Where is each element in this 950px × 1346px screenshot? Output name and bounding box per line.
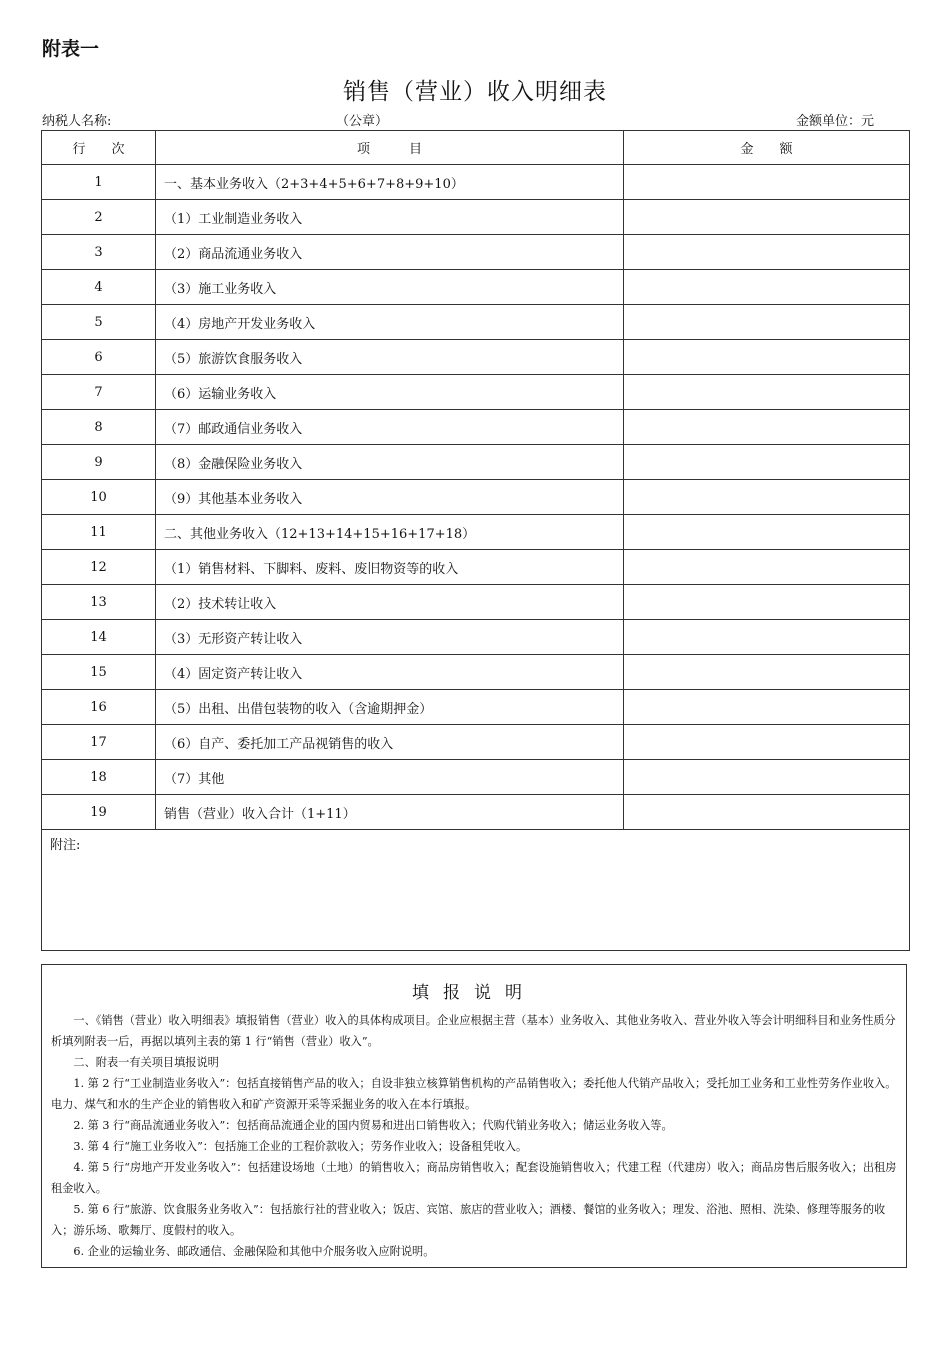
row-amount-cell[interactable] — [624, 340, 910, 375]
header-amount: 金 额 — [624, 131, 910, 165]
seal-label: （公章） — [336, 114, 389, 129]
row-number: 11 — [42, 515, 156, 550]
row-item: （2）商品流通业务收入 — [156, 235, 624, 270]
table-row — [42, 655, 910, 690]
row-item: （9）其他基本业务收入 — [156, 480, 624, 515]
row-number: 3 — [42, 235, 156, 270]
table-header-row — [42, 131, 910, 165]
row-item: （8）金融保险业务收入 — [156, 445, 624, 480]
instruction-paragraph: 4. 第 5 行“房地产开发业务收入”：包括建设场地（土地）的销售收入；商品房销售收入；配套设施销售收入；代建工程（代建房）收入；商品房售后服务收入；出租房租金收入。 — [51, 1161, 897, 1195]
row-amount-cell[interactable] — [624, 585, 910, 620]
row-number: 17 — [42, 725, 156, 760]
row-item: （3）施工业务收入 — [156, 270, 624, 305]
row-item: （3）无形资产转让收入 — [156, 620, 624, 655]
table-row — [42, 445, 910, 480]
table-row — [42, 585, 910, 620]
row-amount-cell[interactable] — [624, 690, 910, 725]
row-amount-cell[interactable] — [624, 655, 910, 690]
instruction-paragraph: 一、《销售（营业）收入明细表》填报销售（营业）收入的具体构成项目。企业应根据主营（基本）业务收入、其他业务收入、营业外收入等会计明细科目和业务性质分析填列附表一后，再据以填列主表的第 1 行“销售（营业）收入”。 — [51, 1014, 896, 1048]
row-number: 19 — [42, 795, 156, 830]
row-amount-cell[interactable] — [624, 445, 910, 480]
row-item: （6）自产、委托加工产品视销售的收入 — [156, 725, 624, 760]
row-number: 9 — [42, 445, 156, 480]
row-amount-cell[interactable] — [624, 410, 910, 445]
income-detail-table — [41, 130, 910, 951]
table-row — [42, 410, 910, 445]
row-item: （4）固定资产转让收入 — [156, 655, 624, 690]
row-number: 12 — [42, 550, 156, 585]
table-row — [42, 200, 910, 235]
row-amount-cell[interactable] — [624, 375, 910, 410]
table-row — [42, 375, 910, 410]
note-cell[interactable] — [42, 830, 910, 951]
row-amount-cell[interactable] — [624, 165, 910, 200]
row-number: 14 — [42, 620, 156, 655]
row-amount-cell[interactable] — [624, 760, 910, 795]
row-amount-cell[interactable] — [624, 200, 910, 235]
table-row — [42, 480, 910, 515]
row-number: 13 — [42, 585, 156, 620]
note-label: 附注: — [50, 838, 81, 853]
row-number: 5 — [42, 305, 156, 340]
table-row — [42, 690, 910, 725]
instruction-paragraph: 3. 第 4 行“施工业务收入”：包括施工企业的工程价款收入；劳务作业收入；设备租凭收入。 — [73, 1140, 528, 1153]
row-amount-cell[interactable] — [624, 480, 910, 515]
row-number: 2 — [42, 200, 156, 235]
row-item: （4）房地产开发业务收入 — [156, 305, 624, 340]
table-row — [42, 305, 910, 340]
instruction-paragraph: 2. 第 3 行“商品流通业务收入”：包括商品流通企业的国内贸易和进出口销售收入；代购代销业务收入；储运业务收入等。 — [73, 1119, 673, 1132]
table-row — [42, 795, 910, 830]
page-title: 销售（营业）收入明细表 — [343, 79, 607, 105]
row-amount-cell[interactable] — [624, 550, 910, 585]
instructions-body — [51, 1010, 897, 1262]
table-row — [42, 235, 910, 270]
table-row — [42, 760, 910, 795]
row-item: 一、基本业务收入（2+3+4+5+6+7+8+9+10） — [156, 165, 624, 200]
appendix-label: 附表一 — [42, 38, 100, 60]
note-row — [42, 830, 910, 951]
row-amount-cell[interactable] — [624, 270, 910, 305]
row-number: 4 — [42, 270, 156, 305]
table-row — [42, 340, 910, 375]
table-row — [42, 550, 910, 585]
row-amount-cell[interactable] — [624, 515, 910, 550]
instructions-title: 填报说明 — [412, 983, 536, 1003]
instruction-paragraph: 6. 企业的运输业务、邮政通信、金融保险和其他中介服务收入应附说明。 — [73, 1245, 435, 1258]
row-number: 15 — [42, 655, 156, 690]
row-amount-cell[interactable] — [624, 235, 910, 270]
instruction-paragraph: 1. 第 2 行“工业制造业务收入”：包括直接销售产品的收入；自设非独立核算销售机构的产品销售收入；委托他人代销产品收入；受托加工业务和工业性劳务作业收入。电力、煤气和水的生产企业的销售收入和矿产资源开采等采掘业务的收入在本行填报。 — [51, 1077, 897, 1111]
row-item: （5）旅游饮食服务收入 — [156, 340, 624, 375]
table-row — [42, 725, 910, 760]
row-item: （2）技术转让收入 — [156, 585, 624, 620]
row-number: 8 — [42, 410, 156, 445]
row-item: （1）工业制造业务收入 — [156, 200, 624, 235]
row-item: （7）其他 — [156, 760, 624, 795]
row-number: 7 — [42, 375, 156, 410]
row-item: （6）运输业务收入 — [156, 375, 624, 410]
taxpayer-label: 纳税人名称: — [42, 114, 112, 129]
row-item: （7）邮政通信业务收入 — [156, 410, 624, 445]
row-number: 1 — [42, 165, 156, 200]
row-number: 10 — [42, 480, 156, 515]
row-amount-cell[interactable] — [624, 795, 910, 830]
table-row — [42, 270, 910, 305]
row-item: 二、其他业务收入（12+13+14+15+16+17+18） — [156, 515, 624, 550]
table-row — [42, 165, 910, 200]
row-item: （5）出租、出借包装物的收入（含逾期押金） — [156, 690, 624, 725]
row-item: （1）销售材料、下脚料、废料、废旧物资等的收入 — [156, 550, 624, 585]
instruction-paragraph: 二、附表一有关项目填报说明 — [73, 1056, 219, 1069]
header-item: 项 目 — [156, 131, 624, 165]
row-number: 6 — [42, 340, 156, 375]
row-amount-cell[interactable] — [624, 725, 910, 760]
row-number: 18 — [42, 760, 156, 795]
filling-instructions — [41, 964, 907, 1268]
header-row-no: 行 次 — [42, 131, 156, 165]
row-amount-cell[interactable] — [624, 305, 910, 340]
instruction-paragraph: 5. 第 6 行“旅游、饮食服务业务收入”：包括旅行社的营业收入；饭店、宾馆、旅店的营业收入；酒楼、餐馆的业务收入；理发、浴池、照相、洗染、修理等服务的收入；游乐场、歌舞厅、度假村的收入。 — [51, 1203, 886, 1237]
row-number: 16 — [42, 690, 156, 725]
row-item: 销售（营业）收入合计（1+11） — [156, 795, 624, 830]
unit-label: 金额单位：元 — [796, 114, 875, 129]
row-amount-cell[interactable] — [624, 620, 910, 655]
table-row — [42, 515, 910, 550]
table-row — [42, 620, 910, 655]
